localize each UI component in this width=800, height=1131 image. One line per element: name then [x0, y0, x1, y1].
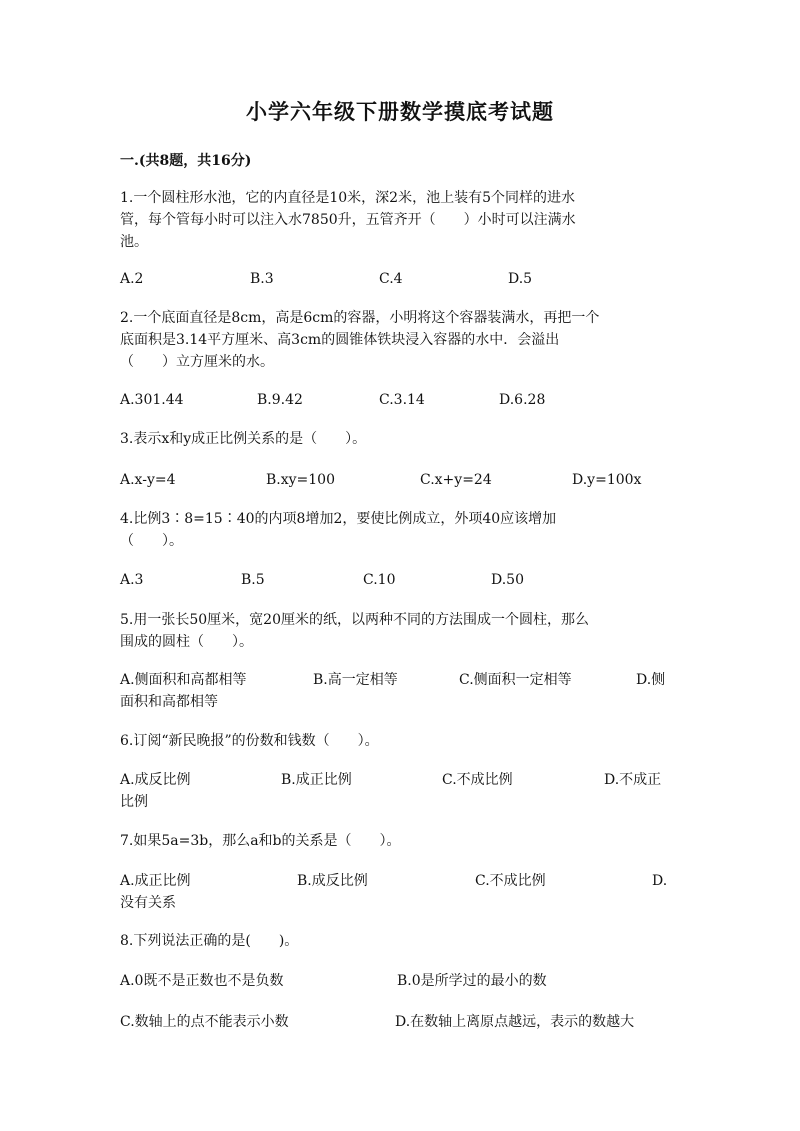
question-8-options-row-2 — [120, 1011, 675, 1033]
option-d[interactable]: D.侧 — [636, 672, 666, 688]
option-c[interactable]: C.10 — [363, 572, 396, 588]
option-a[interactable]: A.0既不是正数也不是负数 — [120, 973, 284, 989]
option-a[interactable]: A.成反比例 — [120, 772, 191, 788]
option-a[interactable]: A.成正比例 — [120, 873, 191, 889]
option-d-continued: 面积和高都相等 — [120, 694, 218, 710]
option-b[interactable]: B.成反比例 — [297, 873, 368, 889]
option-a[interactable]: A.2 — [120, 271, 144, 287]
option-d-continued: 没有关系 — [120, 895, 176, 911]
option-c[interactable]: C.不成比例 — [475, 873, 546, 889]
option-b[interactable]: B.xy=100 — [266, 472, 335, 488]
question-4-options — [120, 569, 675, 591]
question-2 — [120, 307, 675, 373]
option-b[interactable]: B.9.42 — [257, 392, 303, 408]
option-c[interactable]: C.侧面积一定相等 — [459, 672, 572, 688]
section-header: 一.(共8题，共16分) — [120, 153, 252, 169]
option-c[interactable]: C.不成比例 — [442, 772, 513, 788]
question-text-line: 4.比例3∶8=15∶40的内项8增加2，要使比例成立，外项40应该增加 — [120, 511, 557, 527]
question-4 — [120, 508, 675, 552]
question-text-line: 1.一个圆柱形水池，它的内直径是10米，深2米，池上装有5个同样的进水 — [120, 190, 575, 206]
option-c[interactable]: C.数轴上的点不能表示小数 — [120, 1014, 289, 1030]
question-text-line: 池。 — [120, 234, 148, 250]
question-7 — [120, 830, 675, 852]
option-d[interactable]: D. — [652, 873, 668, 889]
question-8 — [120, 930, 675, 952]
question-1-options — [120, 268, 675, 290]
option-c[interactable]: C.4 — [379, 271, 403, 287]
option-d[interactable]: D.不成正 — [604, 772, 662, 788]
question-6 — [120, 730, 675, 752]
option-a[interactable]: A.3 — [120, 572, 144, 588]
question-text-line: 管，每个管每小时可以注入水7850升，五管齐开（ ）小时可以注满水 — [120, 212, 576, 228]
question-8-options-row-1 — [120, 970, 675, 992]
option-a[interactable]: A.侧面积和高都相等 — [120, 672, 247, 688]
option-c[interactable]: C.3.14 — [379, 392, 425, 408]
option-d[interactable]: D.6.28 — [499, 392, 546, 408]
question-1 — [120, 187, 675, 253]
question-3-options — [120, 469, 675, 491]
option-a[interactable]: A.x-y=4 — [120, 472, 176, 488]
option-a[interactable]: A.301.44 — [120, 392, 184, 408]
question-text-line: 围成的圆柱（ ）。 — [120, 634, 253, 650]
question-6-options — [120, 769, 675, 813]
question-text-line: 7.如果5a=3b，那么a和b的关系是（ ）。 — [120, 833, 401, 849]
question-text-line: 8.下列说法正确的是( )。 — [120, 933, 299, 949]
option-b[interactable]: B.成正比例 — [281, 772, 352, 788]
page-title: 小学六年级下册数学摸底考试题 — [246, 99, 554, 124]
question-5-options — [120, 669, 675, 713]
question-text-line: 3.表示x和y成正比例关系的是（ ）。 — [120, 431, 367, 447]
option-b[interactable]: B.高一定相等 — [313, 672, 398, 688]
option-c[interactable]: C.x+y=24 — [420, 472, 492, 488]
option-d[interactable]: D.5 — [508, 271, 533, 287]
option-b[interactable]: B.0是所学过的最小的数 — [397, 973, 547, 989]
question-text-line: 2.一个底面直径是8cm，高是6cm的容器，小明将这个容器装满水，再把一个 — [120, 310, 600, 326]
question-text-line: （ ）立方厘米的水。 — [120, 354, 274, 370]
option-b[interactable]: B.3 — [250, 271, 274, 287]
option-d[interactable]: D.y=100x — [572, 472, 642, 488]
option-d-continued: 比例 — [120, 794, 148, 810]
question-3 — [120, 428, 675, 450]
question-5 — [120, 609, 675, 653]
question-text-line: 5.用一张长50厘米，宽20厘米的纸，以两种不同的方法围成一个圆柱，那么 — [120, 612, 589, 628]
question-text-line: （ ）。 — [120, 533, 183, 549]
question-2-options — [120, 389, 675, 411]
option-d[interactable]: D.在数轴上离原点越远，表示的数越大 — [395, 1014, 635, 1030]
option-b[interactable]: B.5 — [241, 572, 265, 588]
question-text-line: 6.订阅“新民晚报”的份数和钱数（ ）。 — [120, 733, 379, 749]
option-d[interactable]: D.50 — [491, 572, 524, 588]
question-7-options — [120, 870, 675, 914]
question-text-line: 底面积是3.14平方厘米、高3cm的圆锥体铁块浸入容器的水中．会溢出 — [120, 332, 560, 348]
